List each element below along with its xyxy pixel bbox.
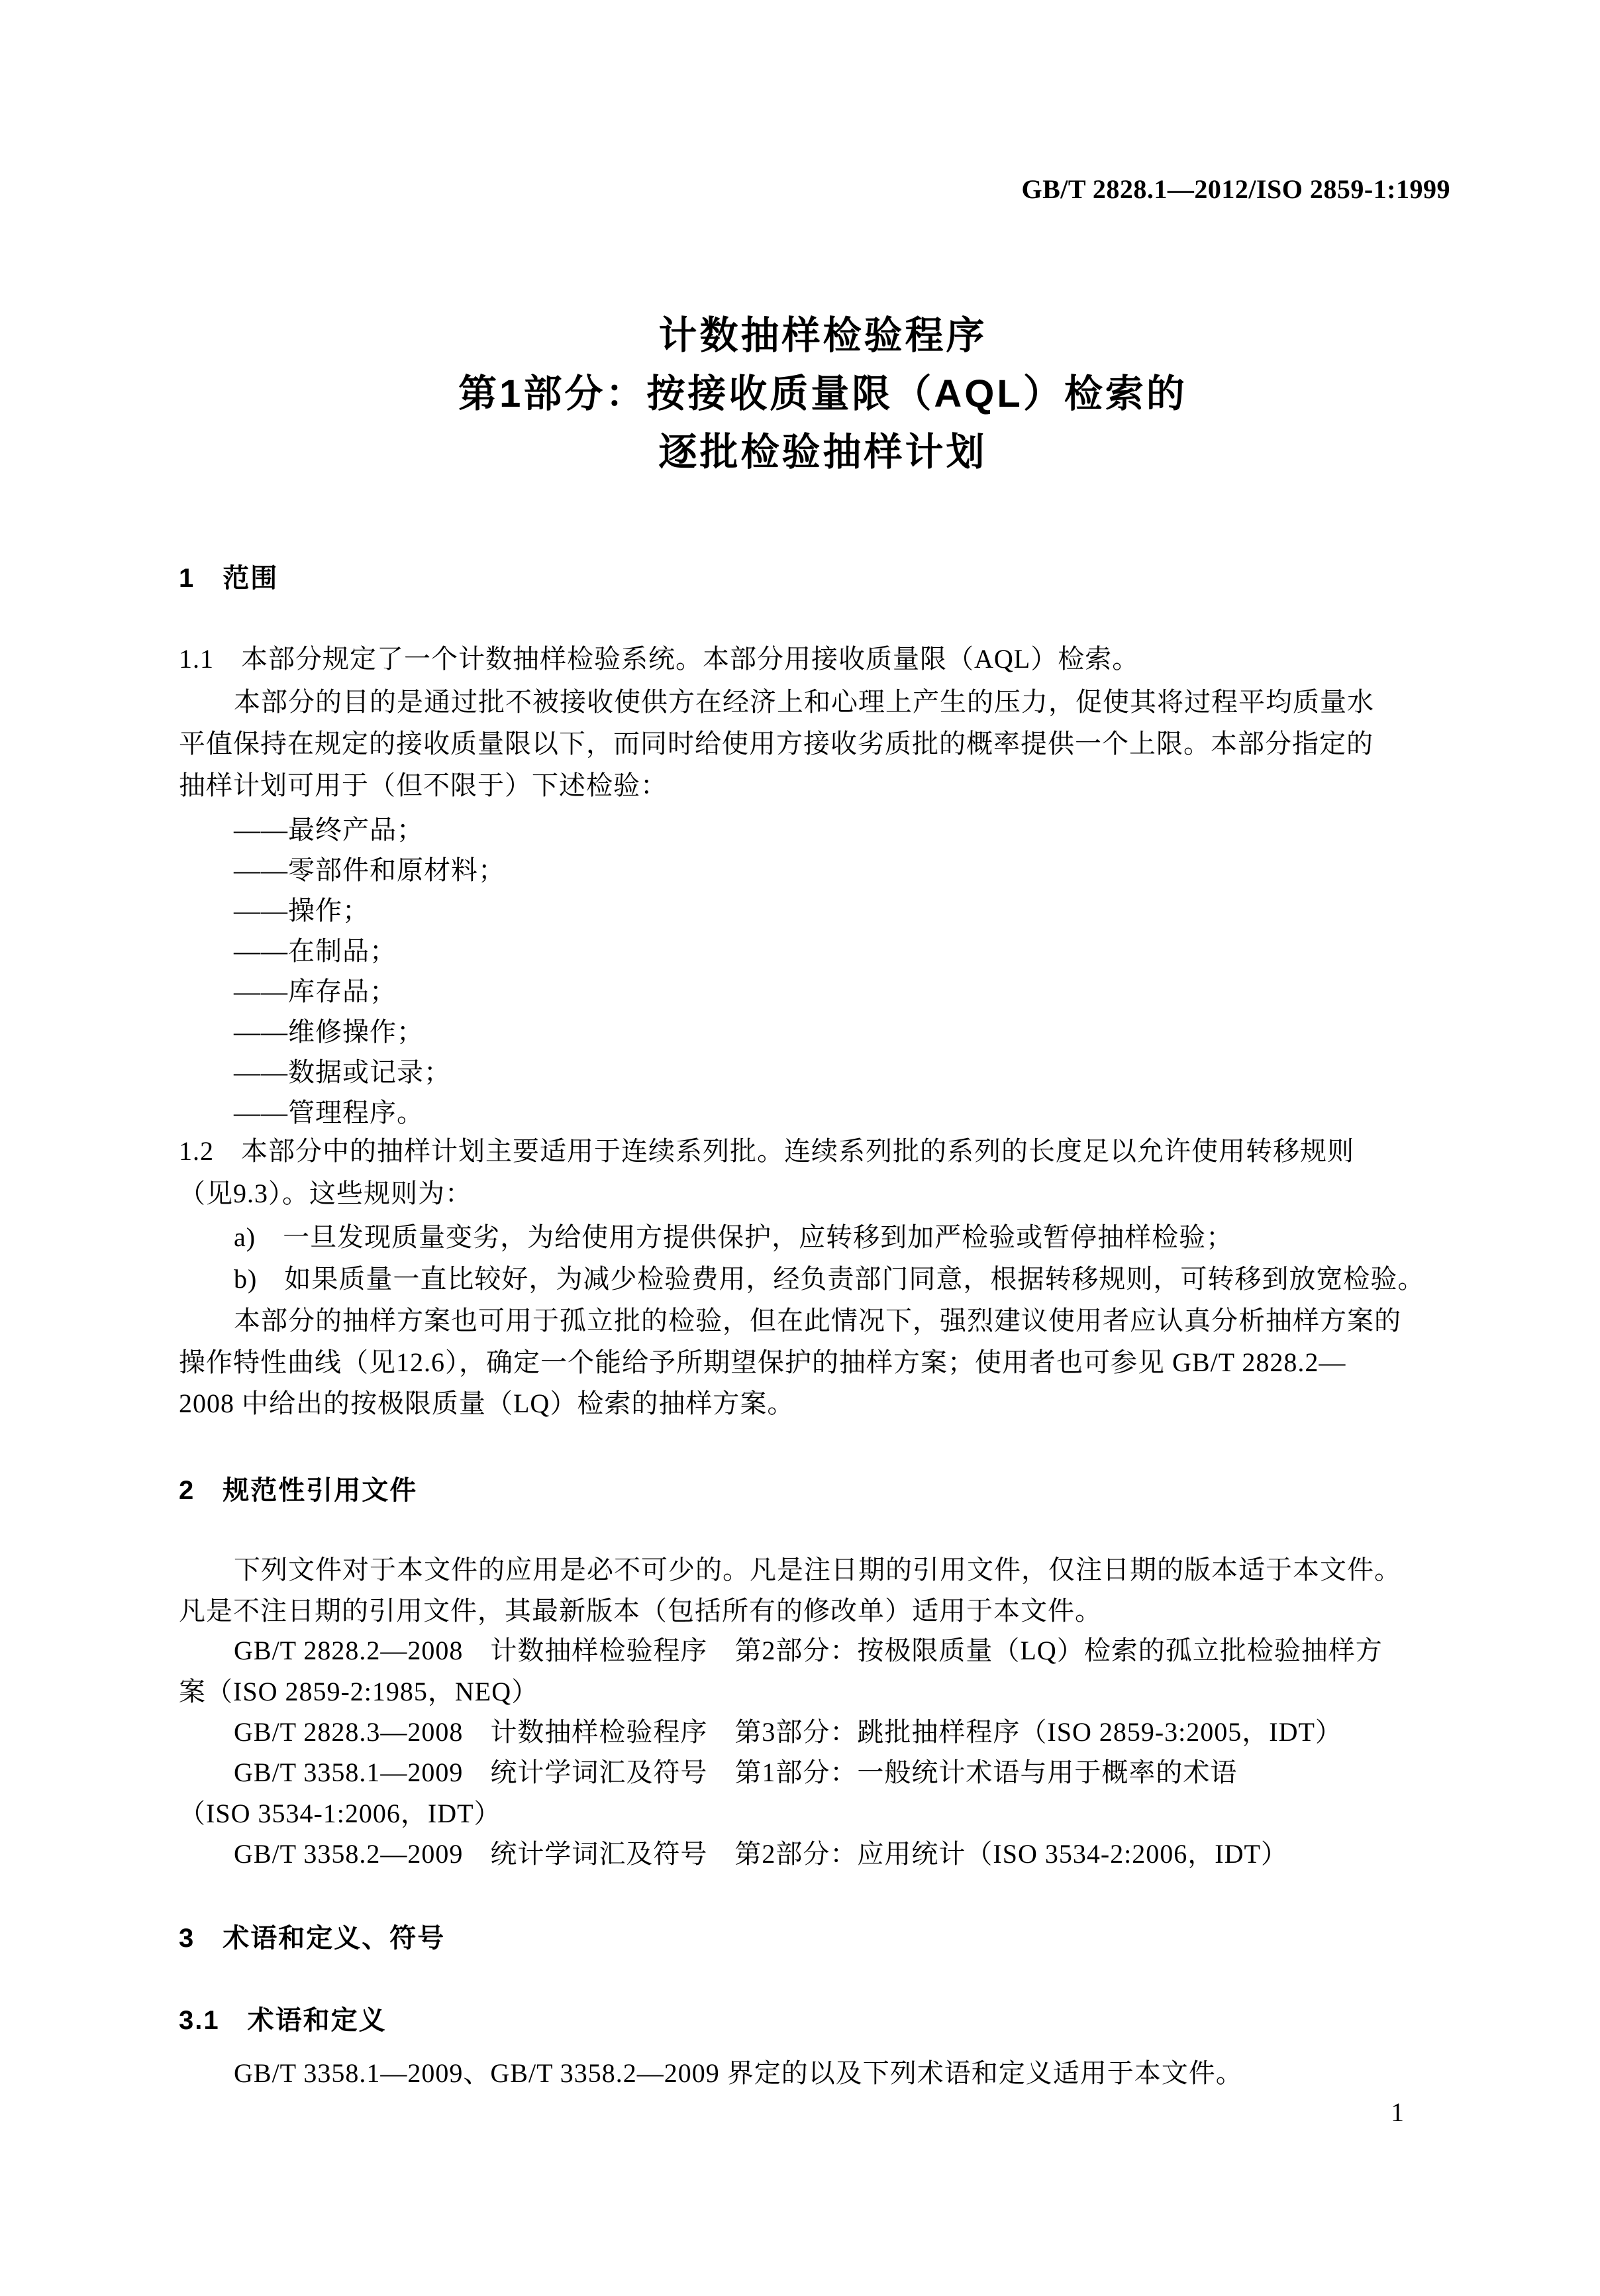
terms-definitions-paragraph: GB/T 3358.1—2009、GB/T 3358.2—2009 界定的以及下列术语和定义适用于本文件。 xyxy=(234,2058,1243,2088)
isolated-lot-paragraph-line-3: 2008 中给出的按极限质量（LQ）检索的抽样方案。 xyxy=(179,1388,795,1418)
isolated-lot-paragraph-line-1: 本部分的抽样方案也可用于孤立批的检验，但在此情况下，强烈建议使用者应认真分析抽样方案的 xyxy=(234,1306,1401,1335)
bullet-maintenance-operations: ——维修操作； xyxy=(234,1017,424,1047)
bullet-stock-items: ——库存品； xyxy=(234,976,397,1006)
clause-1-2-line-2: （见9.3）。这些规则为： xyxy=(179,1178,472,1208)
document-title-line-2: 第1部分：按接收质量限（AQL）检索的 xyxy=(458,372,1187,415)
normative-intro-line-1: 下列文件对于本文件的应用是必不可少的。凡是注日期的引用文件，仅注日期的版本适于本文件。 xyxy=(234,1555,1401,1585)
reference-gbt3358-2: GB/T 3358.2—2009 统计学词汇及符号 第2部分：应用统计（ISO 3534-2:2006，IDT） xyxy=(234,1839,1288,1869)
bullet-admin-procedures: ——管理程序。 xyxy=(234,1098,424,1127)
section-3-1-heading: 3.1 术语和定义 xyxy=(179,2006,387,2035)
section-1-heading: 1 范围 xyxy=(179,564,279,593)
reference-gbt3358-1-line-1: GB/T 3358.1—2009 统计学词汇及符号 第1部分：一般统计术语与用于概率的术语 xyxy=(234,1757,1238,1787)
section-3-heading: 3 术语和定义、符号 xyxy=(179,1924,446,1953)
isolated-lot-paragraph-line-2: 操作特性曲线（见12.6），确定一个能给予所期望保护的抽样方案；使用者也可参见 GB/T 2828.2— xyxy=(179,1347,1346,1377)
bullet-operations: ——操作； xyxy=(234,896,370,925)
bullet-components-raw-materials: ——零部件和原材料； xyxy=(234,855,505,885)
purpose-paragraph-line-3: 抽样计划可用于（但不限于）下述检验： xyxy=(179,770,668,800)
purpose-paragraph-line-1: 本部分的目的是通过批不被接收使供方在经济上和心理上产生的压力，促使其将过程平均质量水 xyxy=(234,687,1374,717)
bullet-final-products: ——最终产品； xyxy=(234,815,424,845)
clause-1-2-line-1: 1.2 本部分中的抽样计划主要适用于连续系列批。连续系列批的系列的长度足以允许使用转移规则 xyxy=(179,1136,1354,1166)
reference-gbt2828-2-line-1: GB/T 2828.2—2008 计数抽样检验程序 第2部分：按极限质量（LQ）检索的孤立批检验抽样方 xyxy=(234,1636,1383,1665)
document-title-line-1: 计数抽样检验程序 xyxy=(658,314,987,357)
section-2-heading: 2 规范性引用文件 xyxy=(179,1476,418,1505)
reference-gbt2828-2-line-2: 案（ISO 2859-2:1985，NEQ） xyxy=(179,1677,539,1706)
normative-intro-line-2: 凡是不注日期的引用文件，其最新版本（包括所有的修改单）适用于本文件。 xyxy=(179,1596,1102,1626)
page-number: 1 xyxy=(1391,2097,1404,2127)
purpose-paragraph-line-2: 平值保持在规定的接收质量限以下，而同时给使用方接收劣质批的概率提供一个上限。本部分指定的 xyxy=(179,729,1374,758)
clause-1-1-line: 1.1 本部分规定了一个计数抽样检验系统。本部分用接收质量限（AQL）检索。 xyxy=(179,644,1140,674)
rule-item-b: b) 如果质量一直比较好，为减少检验费用，经负责部门同意，根据转移规则，可转移到放宽检验。 xyxy=(234,1264,1425,1294)
reference-gbt2828-3: GB/T 2828.3—2008 计数抽样检验程序 第3部分：跳批抽样程序（ISO 2859-3:2005，IDT） xyxy=(234,1717,1342,1747)
rule-item-a: a) 一旦发现质量变劣，为给使用方提供保护，应转移到加严检验或暂停抽样检验； xyxy=(234,1222,1234,1252)
document-title-line-3: 逐批检验抽样计划 xyxy=(658,431,987,474)
bullet-data-records: ——数据或记录； xyxy=(234,1057,451,1087)
reference-gbt3358-1-line-2: （ISO 3534-1:2006，IDT） xyxy=(179,1799,501,1828)
standard-code: GB/T 2828.1—2012/ISO 2859-1:1999 xyxy=(1021,174,1450,204)
bullet-in-process: ——在制品； xyxy=(234,936,397,966)
